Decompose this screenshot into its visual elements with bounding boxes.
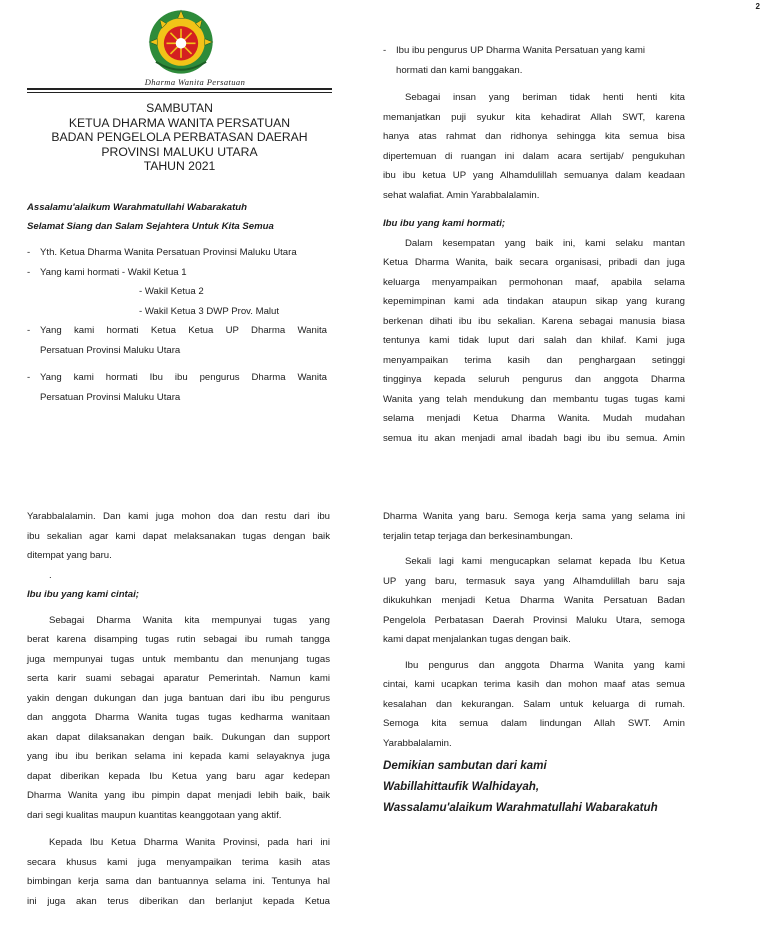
header-rule-thin [27,92,332,93]
title-line: TAHUN 2021 [143,159,216,173]
closing-line: Demikian sambutan dari kami [383,759,547,772]
paragraph: Yarabbalalamin. Dan kami juga mohon doa dan restu dari ibu ibu sekalian agar kami dapat melaksanakan tugas dengan baik ditempat yang baru. [27,511,330,561]
salutation-subitem: - Wakil Ketua 2 [139,286,204,297]
document-title [27,101,332,174]
salutation-list [27,243,327,407]
paragraph: Sekali lagi kami mengucapkan selamat kepada Ibu Ketua UP yang baru, termasuk saya yang Alhamdulillah baru saja dikukuhkan menjadi Ketua Dharma Wanita Persatuan Badan Pengelola Perbatasan Daerah Provinsi Maluku Utara, semoga kami dapat menjalankan tugas dengan baik. [383,556,685,645]
top-right-column [383,41,685,448]
salutation-item: - Yang kami hormati Ketua Ketua UP Dharma Wanita Persatuan Provinsi Maluku Utara [27,325,327,356]
dharma-wanita-logo [148,9,214,75]
greeting-line: Assalamu'alaikum Warahmatullahi Wabarakatuh [27,202,247,213]
greeting-block [27,198,327,236]
paragraph: Sebagai Dharma Wanita kita mempunyai tugas yang berat karena disamping tugas rutin sebagai ibu rumah tangga juga mempunyai tugas untuk membantu dan menunjang tugas serta karir suami sebagai aparatur Pemerintah. Namun kami yakin dengan dukungan dan juga bantuan dari ibu ibu pengurus dan anggota Dharma Wanita tugas tugas kedharma wanitaan akan dapat dilaksanakan dengan baik. Dukungan dan support yang ibu ibu berikan selama ini kepada kami selayaknya juga dapat diberikan kepada Ibu Ketua yang baru agar kedepan Dharma Wanita yang ibu pimpin dapat menjadi lebih baik, baik dari segi kualitas maupun kuantitas keanggotaan yang aktif. [27,614,330,821]
salutation-item: - Yang kami hormati Ibu ibu pengurus Dharma Wanita Persatuan Provinsi Maluku Utara [27,372,327,403]
salutation-item: - Yth. Ketua Dharma Wanita Persatuan Provinsi Maluku Utara [27,247,297,258]
salutation-subitem: - Wakil Ketua 3 DWP Prov. Malut [139,305,280,317]
paragraph: Kepada Ibu Ketua Dharma Wanita Provinsi, pada hari ini secara khusus kami juga menyampaikan terima kasih atas bimbingan kerja sama dan bantuannya selama ini. Tentunya hal ini juga akan terus diberikan dan berlanjut kepada Ketua [27,837,330,907]
header-rule-thick [27,88,332,90]
title-line: PROVINSI MALUKU UTARA [101,144,258,159]
paragraph: Dharma Wanita yang baru. Semoga kerja sama yang selama ini terjalin tetap terjaga dan berkesinambungan. [383,511,685,542]
salutation-item: - Ibu ibu pengurus UP Dharma Wanita Persatuan yang kami hormati dan kami banggakan. [383,45,646,76]
closing-line: Wassalamu'alaikum Warahmatullahi Wabarakatuh [383,801,658,814]
bottom-left-column [27,507,330,911]
brand-text: Dharma Wanita Persatuan [144,77,246,87]
bottom-right-column [383,507,685,818]
stray-dot: . [49,569,52,581]
closing-line: Wabillahittaufik Walhidayah, [383,780,540,793]
title-line: SAMBUTAN [146,101,213,115]
paragraph: Ibu pengurus dan anggota Dharma Wanita yang kami cintai, kami ucapkan terima kasih dan mohon maaf atas semua kesalahan dan kekurangan. Salam untuk keluarga di rumah. Semoga kita semua dalam lindungan Allah SWT. Amin Yarabbalalamin. [383,659,685,749]
section-heading: Ibu ibu yang kami cintai; [27,589,139,600]
closing-block [383,755,685,818]
salutation-item: - Yang kami hormati - Wakil Ketua 1 [27,266,187,278]
paragraph: Dalam kesempatan yang baik ini, kami selaku mantan Ketua Dharma Wanita, baik secara organisasi, pribadi dan juga keluarga menyampaikan permohonan maaf, apabila selama kepemimpinan kami ada tindakan ataupun sikap yang kurang berkenan dihati ibu ibu sekalian. Karena sebagai manusia biasa tentunya kami tidak luput dari salah dan khilaf. Kami juga menyampaikan terima kasih dan penghargaan setinggi tingginya kepada seluruh pengurus dan anggota Dharma Wanita yang telah mendukung dan membantu tugas tugas kami selama menjadi Ketua Dharma Wanita. Mudah mudahan semua itu akan menjadi amal ibadah bagi ibu ibu semua. Amin [383,237,685,444]
paragraph: Sebagai insan yang beriman tidak henti henti kita memanjatkan puji syukur kita kehadirat Allah SWT, karena hanya atas rahmat dan ridhonya sehingga kita semua bisa dipertemuan di ruangan ini dalam acara sertijab/ pengukuhan ibu ibu ketua UP yang Alhamdulillah semuanya dalam keadaan sehat walafiat. Amin Yarabbalalamin. [383,92,685,201]
title-line: KETUA DHARMA WANITA PERSATUAN [68,115,291,130]
section-heading: Ibu ibu yang kami hormati; [383,218,506,229]
title-line: BADAN PENGELOLA PERBATASAN DAERAH [51,130,308,144]
page-number: 2 [755,2,760,11]
greeting-line: Selamat Siang dan Salam Sejahtera Untuk Kita Semua [27,221,274,232]
